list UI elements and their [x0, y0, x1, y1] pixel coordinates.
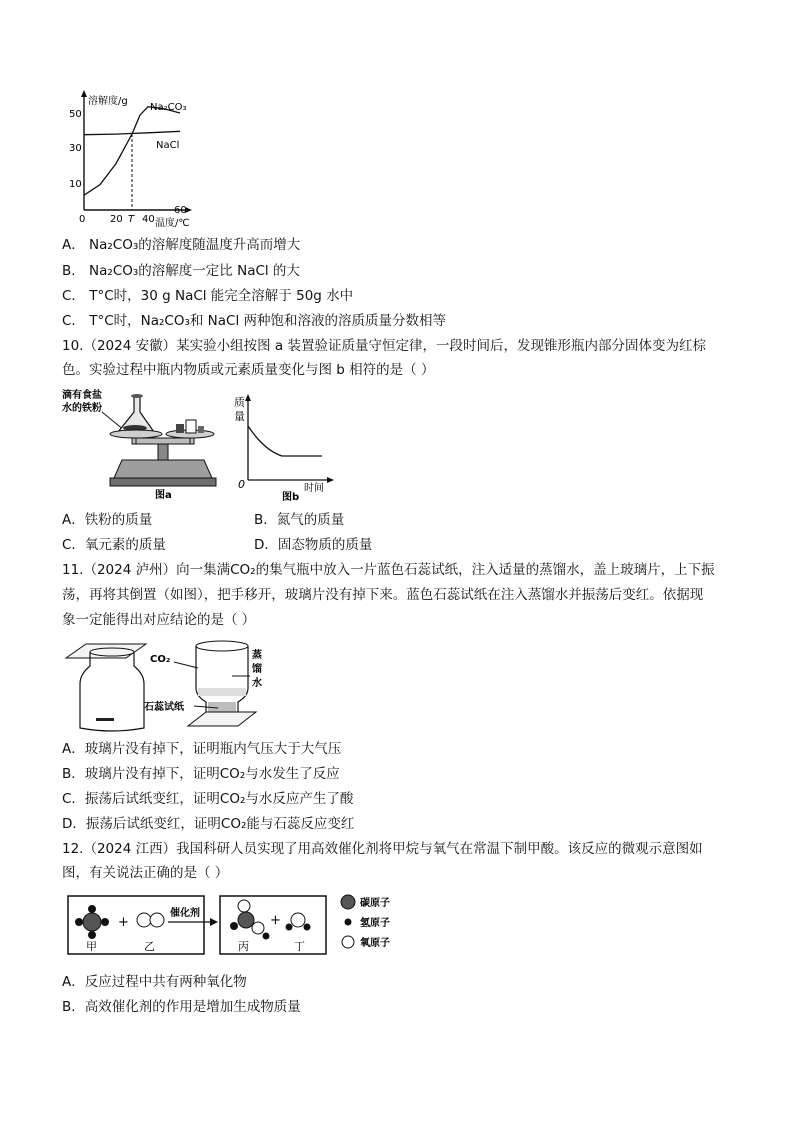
co2-label: CO₂	[150, 654, 171, 665]
q12-stem-line1: 12.（2024 江西）我国科研人员实现了用高效催化剂将甲烷与氧气在常温下制甲酸。该反应的微观示意图如	[62, 841, 703, 857]
label-ding: 丁	[294, 940, 305, 953]
mass-time-graph	[232, 392, 342, 504]
left-pan	[110, 430, 162, 438]
x-tick-label: 0	[79, 214, 86, 225]
q9-option-d: C． T°C时，Na₂CO₃和 NaCl 两种饱和溶液的溶质质量分数相等	[62, 313, 447, 329]
fig-b-ylabel-1: 质	[234, 396, 245, 409]
legend-oxygen-icon	[342, 936, 354, 948]
y-tick-label: 30	[69, 143, 82, 154]
q11-option-a: A．玻璃片没有掉下，证明瓶内气压大于大气压	[62, 741, 342, 757]
q10-stem-line1: 10.（2024 安徽）某实验小组按图 a 装置验证质量守恒定律，一段时间后，发现锥形瓶内部分固体变为红棕	[62, 338, 706, 354]
solubility-chart	[60, 88, 200, 230]
fig-b-ylabel-2: 量	[234, 410, 245, 423]
x-tick-label: 60	[174, 205, 187, 216]
q9-option-a: A． Na₂CO₃的溶解度随温度升高而增大	[62, 237, 301, 253]
reaction-diagram	[62, 892, 412, 960]
fig-b-origin: 0	[238, 478, 245, 491]
q11-option-c: C．振荡后试纸变红，证明CO₂与水反应产生了酸	[62, 791, 354, 807]
x-tick-label: 20	[110, 214, 123, 225]
q10-option-d: D．固态物质的质量	[254, 537, 373, 553]
q11-stem-line2: 荡，再将其倒置（如图），把手移开，玻璃片没有掉下来。蓝色石蕊试纸在注入蒸馏水并振荡后变红。依据现	[62, 587, 704, 603]
litmus-paper-label: 石蕊试纸	[144, 702, 184, 713]
q11-option-b: B．玻璃片没有掉下，证明CO₂与水发生了反应	[62, 766, 340, 782]
fig-a-label-line1: 滴有食盐	[62, 390, 102, 401]
water-label-1: 蒸	[252, 650, 262, 661]
x-tick-label: T	[128, 214, 135, 225]
fig-a-caption: 图a	[155, 490, 172, 501]
x-tick-label: 40	[142, 214, 155, 225]
water-label-2: 馏	[252, 664, 262, 675]
q12-option-b: B．高效催化剂的作用是增加生成物质量	[62, 999, 301, 1015]
svg-text:+: +	[118, 915, 129, 930]
q10-option-c: C．氧元素的质量	[62, 537, 166, 553]
q9-option-c: C． T°C时，30 g NaCl 能完全溶解于 50g 水中	[62, 288, 354, 304]
mass-curve	[248, 426, 322, 456]
legend-hydrogen: 氢原子	[360, 918, 390, 929]
q10-option-a: A．铁粉的质量	[62, 512, 153, 528]
y-axis-title: 溶解度/g	[88, 96, 128, 107]
label-jia: 甲	[86, 940, 97, 953]
y-axis-arrow	[81, 90, 87, 97]
q12-option-a: A．反应过程中共有两种氧化物	[62, 974, 247, 990]
catalyst-label: 催化剂	[170, 908, 200, 919]
legend-hydrogen-icon	[345, 919, 352, 926]
legend-carbon-icon	[341, 895, 355, 909]
y-tick-label: 10	[69, 179, 82, 190]
label-bing: 丙	[238, 940, 249, 953]
series-label-nacl: NaCl	[156, 140, 180, 151]
x-axis-title: 温度/℃	[155, 218, 190, 229]
q11-stem-line3: 象一定能得出对应结论的是（ ）	[62, 612, 256, 628]
legend-oxygen: 氧原子	[360, 938, 390, 949]
q11-option-d: D．振荡后试纸变红，证明CO₂能与石蕊反应变红	[62, 816, 355, 832]
svg-text:+: +	[270, 913, 281, 928]
glass-plate-bottom	[188, 712, 256, 726]
legend-carbon: 碳原子	[360, 898, 390, 909]
fig-b-caption: 图b	[282, 492, 300, 503]
gas-jar-figure	[62, 636, 282, 736]
q10-stem-line2: 色。实验过程中瓶内物质或元素质量变化与图 b 相符的是（ ）	[62, 362, 435, 378]
series-label-na2co3: Na₂CO₃	[150, 102, 187, 113]
q9-option-b: B． Na₂CO₃的溶解度一定比 NaCl 的大	[62, 263, 300, 279]
q12-stem-line2: 图，有关说法正确的是（ ）	[62, 865, 229, 881]
label-yi: 乙	[144, 940, 155, 953]
water-label-3: 水	[252, 678, 262, 689]
q11-stem-line1: 11.（2024 泸州）向一集满CO₂的集气瓶中放入一片蓝色石蕊试纸，注入适量的蒸馏水，盖上玻璃片，上下振	[62, 562, 715, 578]
fig-b-xlabel: 时间	[304, 483, 324, 494]
balance-figure	[62, 386, 222, 504]
fig-a-label-line2: 水的铁粉	[62, 403, 102, 414]
q10-option-b: B．氮气的质量	[254, 512, 345, 528]
y-tick-label: 50	[69, 109, 82, 120]
